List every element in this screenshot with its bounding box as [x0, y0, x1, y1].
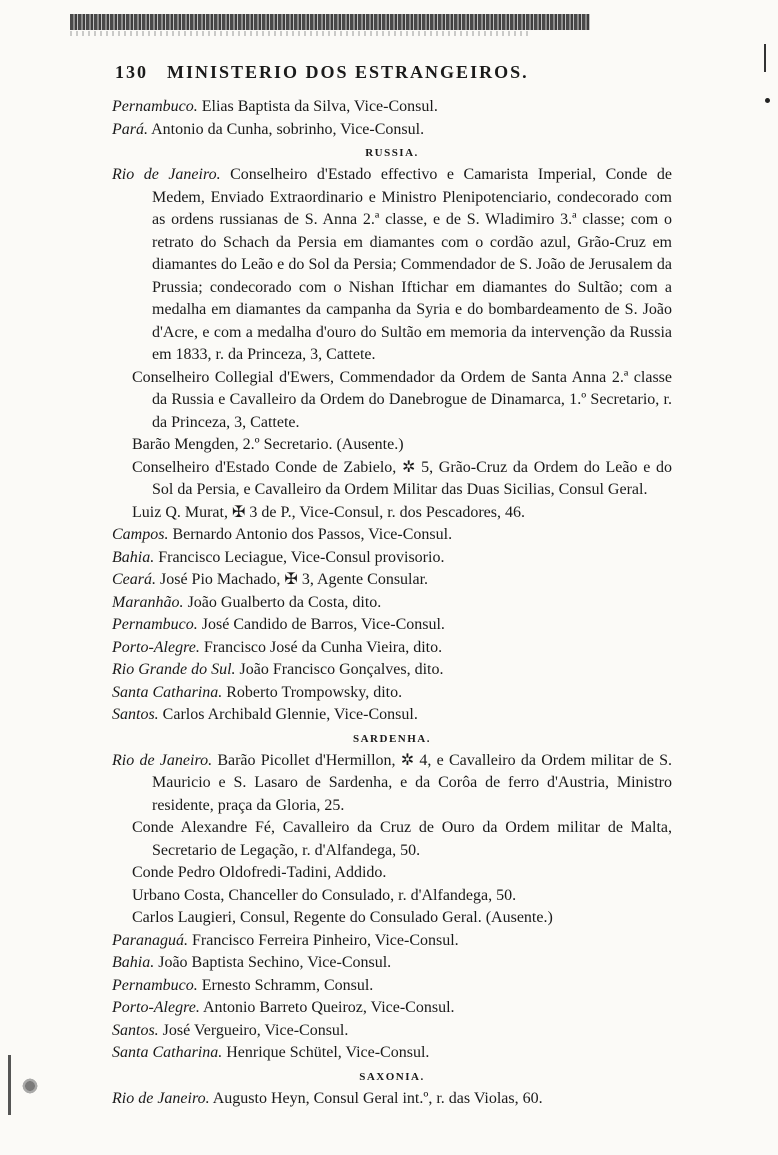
consul-entry — [112, 682, 672, 705]
entry-text: Elias Baptista da Silva, Vice-Consul. — [197, 98, 438, 115]
place-name: Santos. — [112, 706, 159, 723]
consul-entry — [112, 547, 672, 570]
entry-para — [112, 119, 672, 142]
place-name: Porto-Alegre. — [112, 999, 200, 1016]
sardenha-staff-entry: Conde Alexandre Fé, Cavalleiro da Cruz de Ouro da Ordem militar de Malta, Secretario de Legação, r. d'Alfandega, 50. — [132, 819, 672, 859]
consul-entry — [112, 997, 672, 1020]
entry-text: Ernesto Schramm, Consul. — [197, 976, 374, 994]
sardenha-minister-entry — [112, 750, 672, 818]
section-heading-saxonia: SAXONIA. — [359, 1070, 425, 1083]
russia-staff-entry: Conselheiro d'Estado Conde de Zabielo, ✲ 5, Grão-Cruz da Ordem do Leão e do Sol da Persia, e Cavalleiro da Ordem Militar das Duas Sicilias, Consul Geral. — [132, 458, 672, 498]
entry-text: Augusto Heyn, Consul Geral int.º, r. das Violas, 60. — [209, 1089, 543, 1107]
section-heading-russia: RUSSIA. — [365, 147, 419, 159]
entry-pernambuco — [112, 96, 672, 119]
entry-text: João Francisco Gonçalves, dito. — [235, 661, 444, 678]
section-heading-sardenha: SARDENHA. — [353, 732, 431, 745]
entry-text: Bernardo Antonio dos Passos, Vice-Consul. — [168, 526, 453, 543]
russia-staff-entry: Barão Mengden, 2.º Secretario. (Ausente.) — [132, 436, 404, 453]
sardenha-staff-entry: Carlos Laugieri, Consul, Regente do Consulado Geral. (Ausente.) — [132, 909, 553, 926]
scan-ink-blot — [22, 1072, 38, 1100]
entry-text: Francisco José da Cunha Vieira, dito. — [199, 638, 443, 656]
page-body — [112, 96, 672, 1110]
scan-edge-mark-right — [764, 44, 766, 72]
place-name: Pará. — [112, 120, 148, 138]
entry-text: Henrique Schütel, Vice-Consul. — [222, 1044, 430, 1061]
consul-entry — [112, 659, 672, 682]
place-name: Campos. — [112, 526, 169, 543]
entry-text: Francisco Ferreira Pinheiro, Vice-Consul. — [188, 931, 459, 949]
place-name: Santa Catharina. — [112, 1044, 223, 1061]
entry-text: João Gualberto da Costa, dito. — [183, 593, 382, 611]
consul-entry — [112, 637, 672, 660]
saxonia-consul-entry — [112, 1088, 672, 1111]
place-name: Rio Grande do Sul. — [112, 661, 236, 678]
entry-text: Francisco Leciague, Vice-Consul provisorio. — [154, 548, 445, 566]
consul-entry — [112, 614, 672, 637]
place-name: Bahia. — [112, 954, 155, 971]
sardenha-staff-entry: Conde Pedro Oldofredi-Tadini, Addido. — [132, 864, 387, 881]
place-name: Rio de Janeiro. — [112, 1089, 210, 1107]
scan-top-smudge-faint — [70, 31, 530, 36]
consul-entry — [112, 592, 672, 615]
entry-text: Carlos Archibald Glennie, Vice-Consul. — [158, 706, 418, 723]
place-name: Santa Catharina. — [112, 683, 223, 701]
page-title: MINISTERIO DOS ESTRANGEIROS. — [167, 62, 529, 82]
place-name: Rio de Janeiro. — [112, 166, 221, 183]
russia-staff-entry: Conselheiro Collegial d'Ewers, Commendador da Ordem de Santa Anna 2.ª classe da Russia e Cavalleiro da Ordem do Danebrogue de Dinamarca, 1.º Secretario, r. da Princeza, 3, Cattete. — [132, 368, 672, 431]
entry-text: José Pio Machado, ✠ 3, Agente Consular. — [156, 571, 429, 588]
scan-top-smudge — [70, 14, 590, 30]
place-name: Rio de Janeiro. — [112, 751, 213, 769]
place-name: Maranhão. — [112, 593, 184, 611]
entry-text: José Candido de Barros, Vice-Consul. — [197, 616, 445, 633]
place-name: Pernambuco. — [112, 976, 198, 994]
russia-minister-entry — [112, 164, 672, 367]
entry-text: José Vergueiro, Vice-Consul. — [158, 1021, 349, 1039]
entry-text: Conselheiro d'Estado effectivo e Camarista Imperial, Conde de Medem, Enviado Extraordinario e Ministro Plenipotenciario, condecorado com as ordens russianas de S. Anna 2.ª classe, e de S. Wladimiro 3.ª classe; com o retrato do Schach da Persia em diamantes com o cordão azul, Grão-Cruz em diamantes do Leão e do Sol da Persia; Commendador de S. João de Jerusalem da Prussia; condecorado com o Nishan Iftichar em diamantes do Sultão; com a medalha em diamantes da campanha da Syria e do bombardeamento de S. João d'Acre, e com a medalha d'ouro do Sultão em memoria da intervenção da Russia em 1833, r. da Princeza, 3, Cattete. — [152, 166, 672, 363]
scan-ink-dot — [765, 98, 770, 103]
entry-text: João Baptista Sechino, Vice-Consul. — [154, 954, 392, 971]
entry-text: Barão Picollet d'Hermillon, ✲ 4, e Cavalleiro da Ordem militar de S. Mauricio e S. Lasaro de Sardenha, e da Corôa de ferro d'Austria, Ministro residente, praça da Gloria, 25. — [152, 751, 672, 814]
russia-staff-entry: Luiz Q. Murat, ✠ 3 de P., Vice-Consul, r. dos Pescadores, 46. — [132, 503, 525, 521]
entry-text: Roberto Trompowsky, dito. — [222, 683, 403, 701]
place-name: Santos. — [112, 1021, 159, 1039]
consul-entry — [112, 704, 672, 727]
consul-entry — [112, 1042, 672, 1065]
place-name: Porto-Alegre. — [112, 638, 200, 656]
place-name: Ceará. — [112, 571, 156, 588]
entry-text: Antonio da Cunha, sobrinho, Vice-Consul. — [148, 120, 425, 138]
consul-entry — [112, 1020, 672, 1043]
sardenha-staff-entry: Urbano Costa, Chanceller do Consulado, r. d'Alfandega, 50. — [132, 886, 517, 904]
page-number: 130 — [115, 62, 148, 82]
consul-entry — [112, 930, 672, 953]
place-name: Pernambuco. — [112, 616, 198, 633]
place-name: Pernambuco. — [112, 98, 198, 115]
place-name: Bahia. — [112, 548, 155, 566]
scan-edge-mark-left — [8, 1055, 11, 1115]
entry-text: Antonio Barreto Queiroz, Vice-Consul. — [199, 999, 455, 1016]
page-header — [115, 62, 585, 83]
place-name: Paranaguá. — [112, 931, 188, 949]
consul-entry — [112, 569, 672, 592]
consul-entry — [112, 952, 672, 975]
consul-entry — [112, 524, 672, 547]
consul-entry — [112, 975, 672, 998]
